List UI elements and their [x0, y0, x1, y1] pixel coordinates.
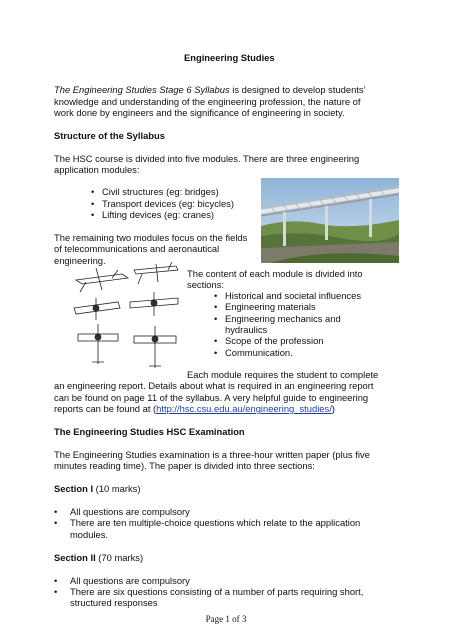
plane-icon-bottom-right	[134, 326, 176, 368]
structure-para-line-1: The HSC course is divided into five modules. There are three engineering	[54, 153, 360, 164]
plane-icon-mid-right	[130, 292, 178, 316]
remaining-line-1: The remaining two modules focus on the fields	[54, 232, 248, 243]
section-2-heading: Section II (70 marks)	[54, 552, 144, 563]
exam-heading: The Engineering Studies HSC Examination	[54, 426, 245, 437]
footbridge-photo	[261, 178, 399, 263]
exam-para-line-1: The Engineering Studies examination is a three-hour written paper (plus five	[54, 449, 370, 460]
aircraft-diagrams	[72, 262, 182, 377]
content-line-1: The content of each module is divided into	[187, 268, 363, 279]
content-line-2: sections:	[187, 279, 224, 290]
section-1-bullet-continued: modules.	[70, 529, 109, 540]
exam-para-line-2: minutes reading time). The paper is divided into three sections:	[54, 460, 315, 471]
plane-icon-top-right	[134, 262, 178, 284]
aircraft-diagrams-art	[72, 262, 182, 377]
syllabus-title: The Engineering Studies Stage 6 Syllabus	[54, 84, 230, 95]
page-title: Engineering Studies	[184, 52, 275, 63]
report-line-4: reports can be found at (http://hsc.csu.edu.au/engineering_studies/)	[54, 403, 335, 414]
page-number: Page 1 of 3	[205, 614, 247, 624]
document-page: Engineering Studies The Engineering Studies Stage 6 Syllabus is designed to develop students’ knowledge and understanding of the engineering profession, the nature of work done by engineers and the significance of engineering in society. Structure of the Syllabus The HSC course is divided into five modules. There are three engineering application modules: • Civil structures (eg: bridges) • Transport devices (eg: bicycles) • Lifting devices (eg: cranes) The remaining two modules focus on the fields of telecommunications and aeronautical engineering. The content of each module is divided into sections: • Historical and societal influences • Engineering materials • Engineering mechanics and hydraulics • Scope of the profession • Communication. Each module requires the student to complete an engineering report. Details about what is required in an engineering report can be found on page 11 of the syllabus. A very helpful guide to engineering reports can be found at (http://hsc.csu.edu.au/engineering_studies/) The Engineering Studies HSC Examination The Engineering Studies examination is a three-hour written paper (plus five minutes reading time). The paper is divided into three sections: Section I (10 marks) • All questions are compulsory • There are ten multiple-choice questions which relate to the application modules. Section II (70 marks) • All questions are compulsory • There are six questions consisting of a number of parts requiring short, structured responses Page 1 of 3	[0, 0, 452, 640]
structure-para-line-2: application modules:	[54, 164, 140, 175]
remaining-line-3: engineering.	[54, 255, 106, 266]
plane-icon-top-left	[76, 268, 128, 292]
intro-line-3: work done by engineers and the significance of engineering in society.	[54, 107, 345, 118]
plane-icon-mid-left	[74, 298, 120, 320]
report-line-3: can be found on page 11 of the syllabus. A very helpful guide to engineering	[54, 392, 369, 403]
report-line-2: an engineering report. Details about what is required in an engineering report	[54, 380, 374, 391]
engineering-studies-link[interactable]: http://hsc.csu.edu.au/engineering_studies/	[156, 403, 332, 414]
remaining-line-2: of telecommunications and aeronautical	[54, 243, 220, 254]
report-line-1: Each module requires the student to complete	[187, 369, 379, 380]
section-1-heading: Section I (10 marks)	[54, 483, 141, 494]
section-2-bullet-continued: structured responses	[70, 597, 158, 608]
plane-icon-bottom-left	[78, 324, 118, 364]
structure-heading: Structure of the Syllabus	[54, 130, 165, 141]
section-item-continued: hydraulics	[225, 324, 268, 335]
footbridge-photo-art	[261, 178, 399, 263]
intro-line-1: The Engineering Studies Stage 6 Syllabus is designed to develop students’	[54, 84, 366, 95]
intro-line-2: knowledge and understanding of the engineering profession, the nature of	[54, 96, 361, 107]
